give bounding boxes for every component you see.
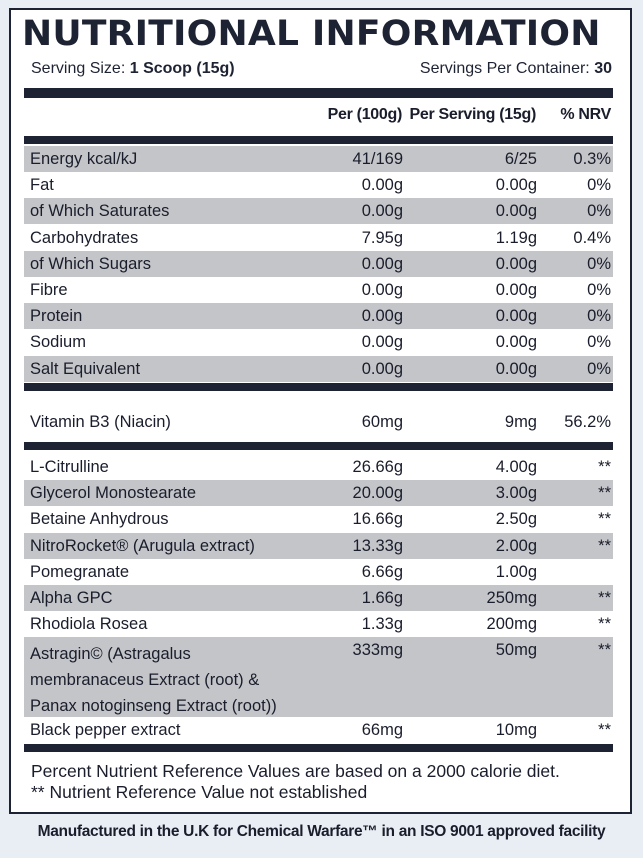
row-per100: 20.00g bbox=[352, 484, 403, 503]
table-row bbox=[24, 277, 613, 303]
serving-size-value: 1 Scoop (15g) bbox=[129, 60, 235, 77]
row-nrv: ** bbox=[598, 484, 611, 503]
row-per-serving: 0.00g bbox=[495, 307, 537, 326]
table-row bbox=[24, 533, 613, 559]
divider-top bbox=[24, 88, 613, 98]
row-nrv: 56.2% bbox=[564, 413, 611, 431]
row-name: Alpha GPC bbox=[30, 589, 113, 607]
row-per100: 1.33g bbox=[361, 615, 403, 634]
table-row bbox=[24, 454, 613, 480]
row-per-serving: 3.00g bbox=[495, 484, 537, 503]
servings-per-container bbox=[420, 60, 612, 78]
row-per100: 41/169 bbox=[352, 150, 403, 168]
row-per-serving: 50mg bbox=[495, 641, 537, 660]
row-nrv: 0.3% bbox=[573, 150, 611, 168]
row-per100: 7.95g bbox=[361, 228, 403, 247]
row-per100: 6.66g bbox=[361, 562, 403, 581]
row-per-serving: 10mg bbox=[495, 721, 537, 740]
table-row bbox=[24, 409, 613, 435]
row-per100: 0.00g bbox=[361, 359, 403, 378]
row-per100: 60mg bbox=[361, 413, 403, 431]
divider-header bbox=[24, 136, 613, 144]
table-row bbox=[24, 611, 613, 637]
row-name: Black pepper extract bbox=[30, 721, 181, 740]
footnote-not-established: ** Nutrient Reference Value not established bbox=[31, 782, 368, 802]
header-nrv: % NRV bbox=[560, 106, 611, 123]
row-name: Sodium bbox=[30, 333, 86, 352]
serving-size bbox=[31, 60, 235, 78]
row-name: L-Citrulline bbox=[30, 458, 109, 476]
row-per-serving: 200mg bbox=[486, 615, 537, 634]
row-per-serving: 2.00g bbox=[495, 536, 537, 555]
row-nrv: 0% bbox=[587, 359, 611, 378]
row-per100: 0.00g bbox=[361, 176, 403, 195]
row-nrv: 0% bbox=[587, 333, 611, 352]
row-per100: 66mg bbox=[361, 721, 403, 740]
table-row bbox=[24, 506, 613, 532]
row-per-serving: 0.00g bbox=[495, 202, 537, 221]
row-per-serving: 2.50g bbox=[495, 510, 537, 529]
manufacturer-statement: Manufactured in the U.K for Chemical Warfare™ in an ISO 9001 approved facility bbox=[37, 823, 606, 840]
table-row bbox=[24, 303, 613, 329]
row-nrv: ** bbox=[598, 641, 611, 660]
row-name: Protein bbox=[30, 307, 83, 326]
row-nrv: ** bbox=[598, 721, 611, 740]
row-nrv: ** bbox=[598, 589, 611, 607]
table-row bbox=[24, 637, 613, 717]
row-per-serving: 0.00g bbox=[495, 359, 537, 378]
row-per-serving: 1.00g bbox=[495, 562, 537, 581]
table-row bbox=[24, 146, 613, 172]
table-row bbox=[24, 251, 613, 277]
row-per-serving: 0.00g bbox=[495, 176, 537, 195]
table-row bbox=[24, 480, 613, 506]
row-name: Pomegranate bbox=[30, 562, 130, 581]
row-nrv: 0% bbox=[587, 176, 611, 195]
row-per100: 0.00g bbox=[361, 254, 403, 273]
row-per100: 333mg bbox=[352, 641, 403, 660]
row-nrv: ** bbox=[598, 510, 611, 529]
table-row bbox=[24, 329, 613, 355]
divider-ingredients bbox=[24, 442, 613, 450]
row-nrv: ** bbox=[598, 536, 611, 555]
row-per100: 26.66g bbox=[352, 458, 403, 476]
row-name: Carbohydrates bbox=[30, 228, 139, 247]
row-name: of Which Sugars bbox=[30, 254, 152, 273]
row-nrv: ** bbox=[598, 458, 611, 476]
row-name-line: membranaceus Extract (root) & bbox=[30, 671, 260, 690]
row-name: Rhodiola Rosea bbox=[30, 615, 148, 634]
row-name: NitroRocket® (Arugula extract) bbox=[30, 536, 255, 555]
divider-vitamins bbox=[24, 383, 613, 391]
row-name: Salt Equivalent bbox=[30, 359, 141, 378]
row-name: Glycerol Monostearate bbox=[30, 484, 196, 503]
divider-footnotes bbox=[24, 744, 613, 752]
table-row bbox=[24, 585, 613, 611]
row-per-serving: 6/25 bbox=[504, 150, 537, 168]
table-row bbox=[24, 198, 613, 224]
row-per100: 13.33g bbox=[352, 536, 403, 555]
serving-info bbox=[31, 60, 612, 82]
row-per100: 16.66g bbox=[352, 510, 403, 529]
row-per-serving: 0.00g bbox=[495, 333, 537, 352]
servings-per-container-label: Servings Per Container: bbox=[419, 60, 595, 77]
row-per100: 0.00g bbox=[361, 333, 403, 352]
row-name: Energy kcal/kJ bbox=[30, 150, 138, 168]
row-name-line: Astragin© (Astragalus bbox=[30, 645, 191, 664]
row-per-serving: 1.19g bbox=[495, 228, 537, 247]
row-nrv: 0% bbox=[587, 202, 611, 221]
table-row bbox=[24, 356, 613, 382]
row-name: of Which Saturates bbox=[30, 202, 170, 221]
row-per-serving: 9mg bbox=[504, 413, 537, 431]
table-row bbox=[24, 559, 613, 585]
table-row bbox=[24, 225, 613, 251]
footnote-nrv: Percent Nutrient Reference Values are based on a 2000 calorie diet. bbox=[31, 761, 560, 781]
row-nrv: 0% bbox=[587, 281, 611, 299]
header-per-serving: Per Serving (15g) bbox=[409, 106, 536, 123]
row-per-serving: 250mg bbox=[486, 589, 537, 607]
row-name bbox=[30, 641, 277, 719]
row-name: Vitamin B3 (Niacin) bbox=[30, 413, 171, 431]
row-per100: 0.00g bbox=[361, 202, 403, 221]
row-per-serving: 4.00g bbox=[495, 458, 537, 476]
row-nrv: ** bbox=[598, 615, 611, 634]
panel-title: NUTRITIONAL INFORMATION bbox=[22, 14, 601, 54]
servings-per-container-value: 30 bbox=[594, 60, 612, 77]
row-per100: 1.66g bbox=[361, 589, 403, 607]
header-per100: Per (100g) bbox=[327, 106, 402, 123]
row-per100: 0.00g bbox=[361, 281, 403, 299]
table-row bbox=[24, 172, 613, 198]
row-nrv: 0% bbox=[587, 307, 611, 326]
row-nrv: 0% bbox=[587, 254, 611, 273]
row-per-serving: 0.00g bbox=[495, 281, 537, 299]
row-per100: 0.00g bbox=[361, 307, 403, 326]
row-per-serving: 0.00g bbox=[495, 254, 537, 273]
row-nrv: 0.4% bbox=[573, 228, 611, 247]
row-name: Betaine Anhydrous bbox=[30, 510, 169, 529]
serving-size-label: Serving Size: bbox=[31, 60, 130, 77]
row-name: Fibre bbox=[30, 281, 68, 299]
row-name: Fat bbox=[30, 176, 54, 195]
table-row bbox=[24, 717, 613, 743]
row-name-line: Panax notoginseng Extract (root)) bbox=[30, 697, 277, 716]
